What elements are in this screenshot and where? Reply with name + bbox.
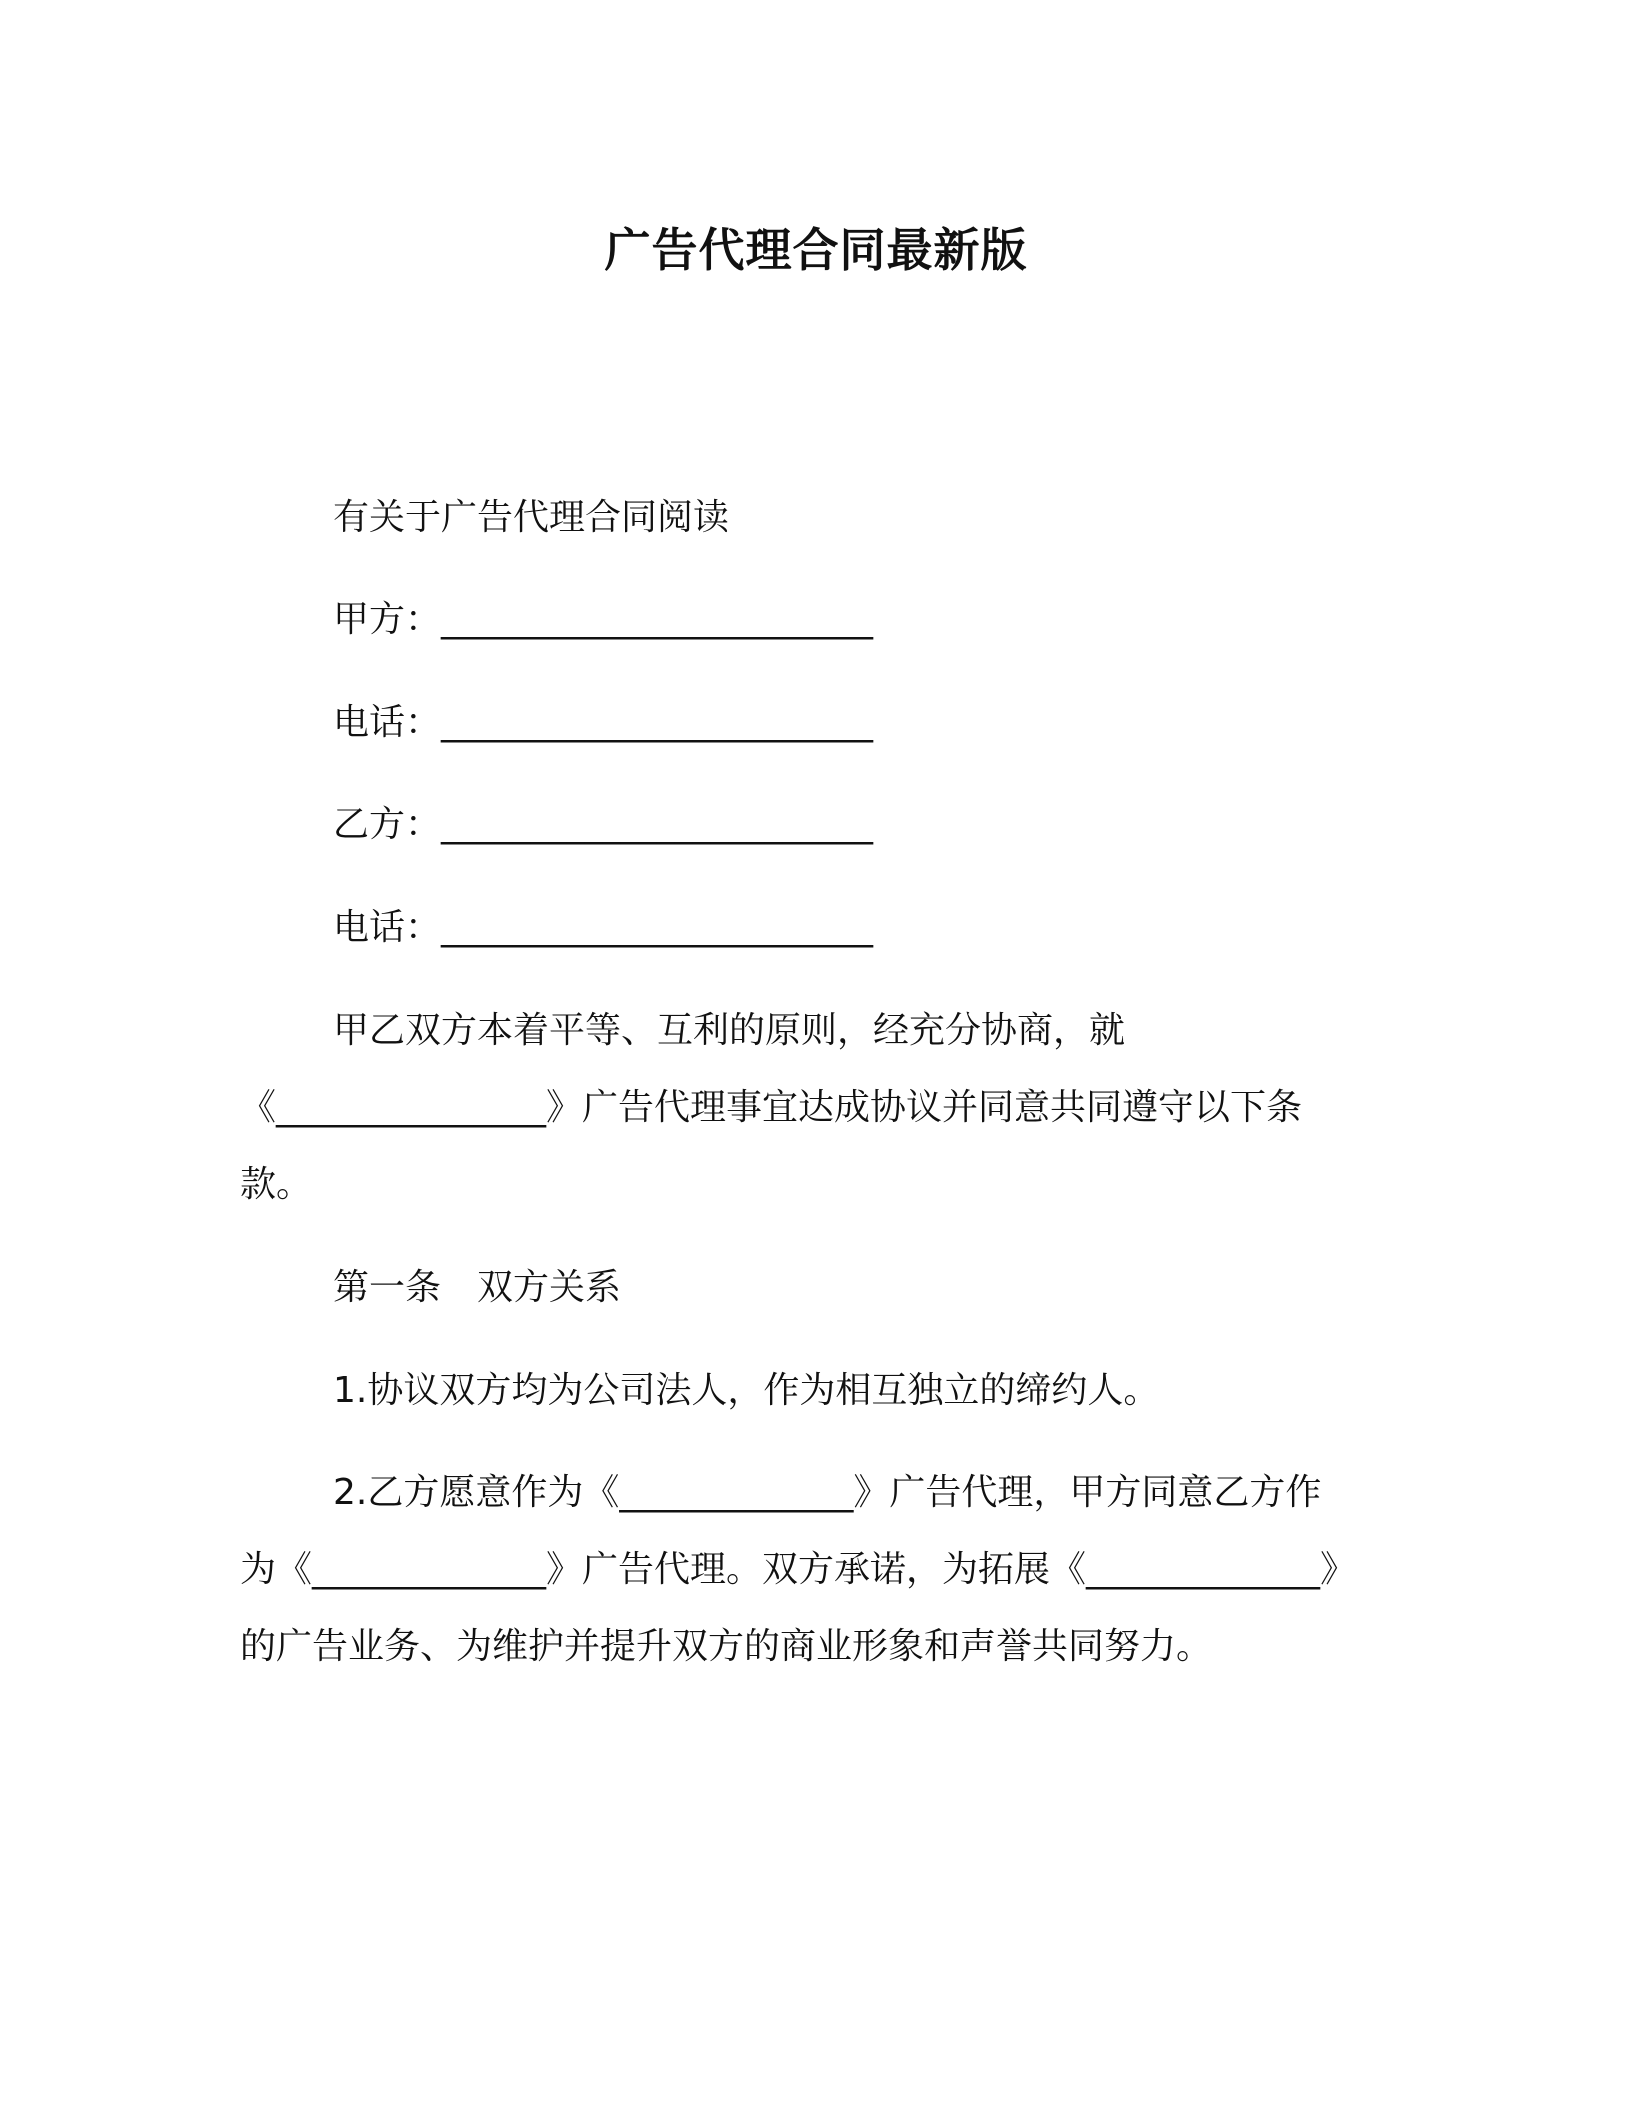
party-a-phone-field: 电话：________________________: [333, 702, 874, 743]
clause-1-2-line-2: 为《_____________》广告代理。双方承诺，为拓展《_____________》: [240, 1549, 1357, 1590]
party-b-phone-field: 电话：________________________: [333, 907, 874, 948]
preamble-line-2: 《_______________》广告代理事宜达成协议并同意共同遵守以下条: [240, 1087, 1303, 1128]
party-b-field: 乙方：________________________: [333, 804, 874, 845]
document-title: 广告代理合同最新版: [604, 223, 1028, 277]
preamble-line-1: 甲乙双方本着平等、互利的原则，经充分协商，就: [333, 1010, 1126, 1051]
party-a-field: 甲方：________________________: [333, 599, 874, 640]
clause-1-1: 1.协议双方均为公司法人，作为相互独立的缔约人。: [333, 1370, 1160, 1411]
clause-1-2-line-3: 的广告业务、为维护并提升双方的商业形象和声誉共同努力。: [240, 1626, 1213, 1667]
preamble-line-3: 款。: [240, 1164, 313, 1205]
intro-heading: 有关于广告代理合同阅读: [333, 497, 730, 538]
article-1-heading: 第一条 双方关系: [333, 1267, 622, 1308]
clause-1-2-line-1: 2.乙方愿意作为《_____________》广告代理，甲方同意乙方作: [333, 1472, 1322, 1513]
